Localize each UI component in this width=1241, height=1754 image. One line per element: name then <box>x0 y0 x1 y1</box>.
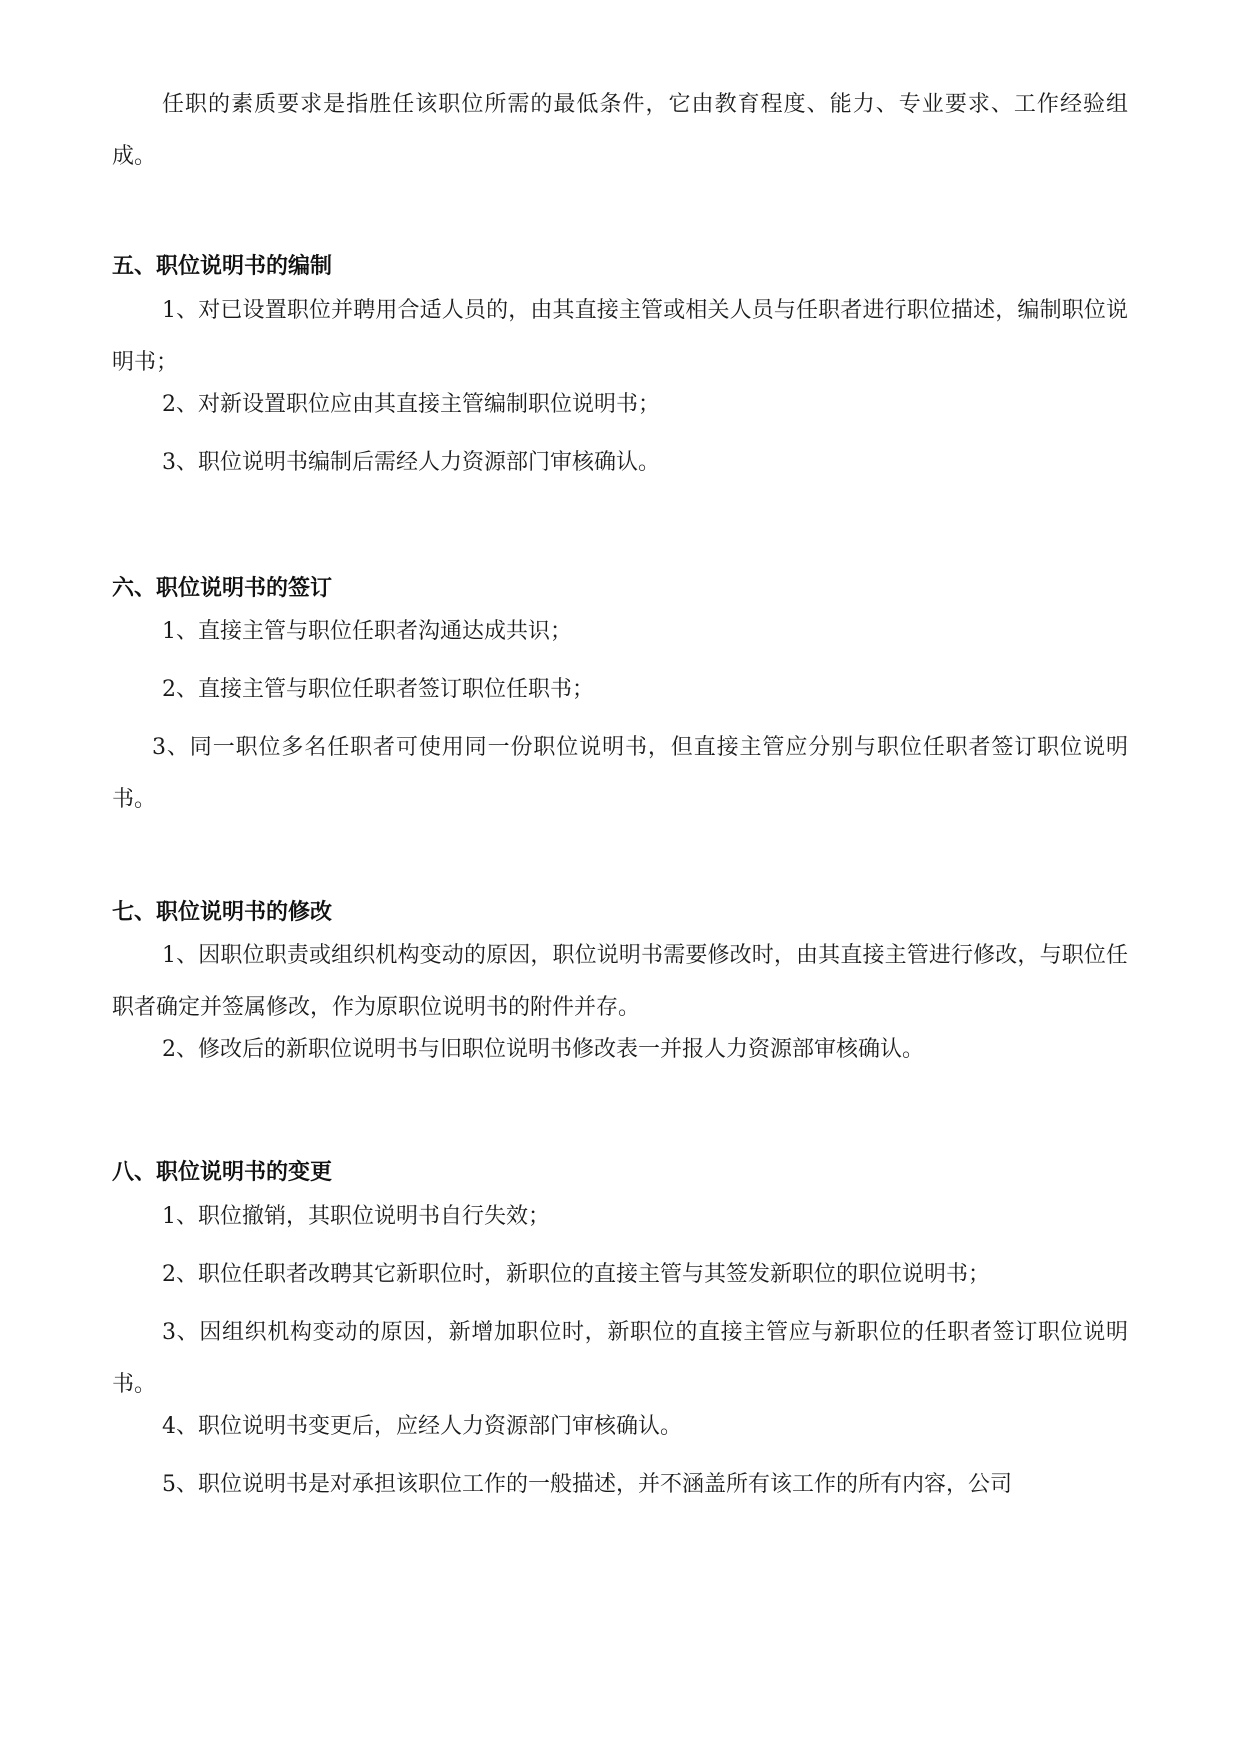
section-8-item-4: 4、职位说明书变更后，应经人力资源部门审核确认。 <box>162 1414 682 1439</box>
section-8-item-2: 2、职位任职者改聘其它新职位时，新职位的直接主管与其签发新职位的职位说明书； <box>162 1262 990 1287</box>
section-5-item-3: 3、职位说明书编制后需经人力资源部门审核确认。 <box>162 450 660 475</box>
section-title-6: 六、职位说明书的签订 <box>112 576 333 601</box>
section-5-item-2: 2、对新设置职位应由其直接主管编制职位说明书； <box>162 392 660 417</box>
intro-paragraph: 任职的素质要求是指胜任该职位所需的最低条件，它由教育程度、能力、专业要求、工作经验组成。 <box>112 92 1128 169</box>
section-6-item-1: 1、直接主管与职位任职者沟通达成共识； <box>162 619 572 644</box>
section-8-item-3: 3、因组织机构变动的原因，新增加职位时，新职位的直接主管应与新职位的任职者签订职位说明书。 <box>112 1320 1128 1397</box>
section-5-item-1: 1、对已设置职位并聘用合适人员的，由其直接主管或相关人员与任职者进行职位描述，编制职位说明书； <box>112 298 1128 375</box>
section-7-item-2: 2、修改后的新职位说明书与旧职位说明书修改表一并报人力资源部审核确认。 <box>162 1037 924 1062</box>
section-8-item-1: 1、职位撤销，其职位说明书自行失效； <box>162 1204 550 1229</box>
section-title-5: 五、职位说明书的编制 <box>112 254 333 279</box>
section-6-item-2: 2、直接主管与职位任职者签订职位任职书； <box>162 677 594 702</box>
section-8-item-5: 5、职位说明书是对承担该职位工作的一般描述，并不涵盖所有该工作的所有内容，公司 <box>162 1472 1012 1497</box>
section-title-8: 八、职位说明书的变更 <box>112 1160 333 1185</box>
section-title-7: 七、职位说明书的修改 <box>112 900 333 925</box>
section-7-item-1: 1、因职位职责或组织机构变动的原因，职位说明书需要修改时，由其直接主管进行修改，与职位任职者确定并签属修改，作为原职位说明书的附件并存。 <box>112 943 1128 1020</box>
section-6-item-3: 3、同一职位多名任职者可使用同一份职位说明书，但直接主管应分别与职位任职者签订职位说明书。 <box>112 735 1128 812</box>
